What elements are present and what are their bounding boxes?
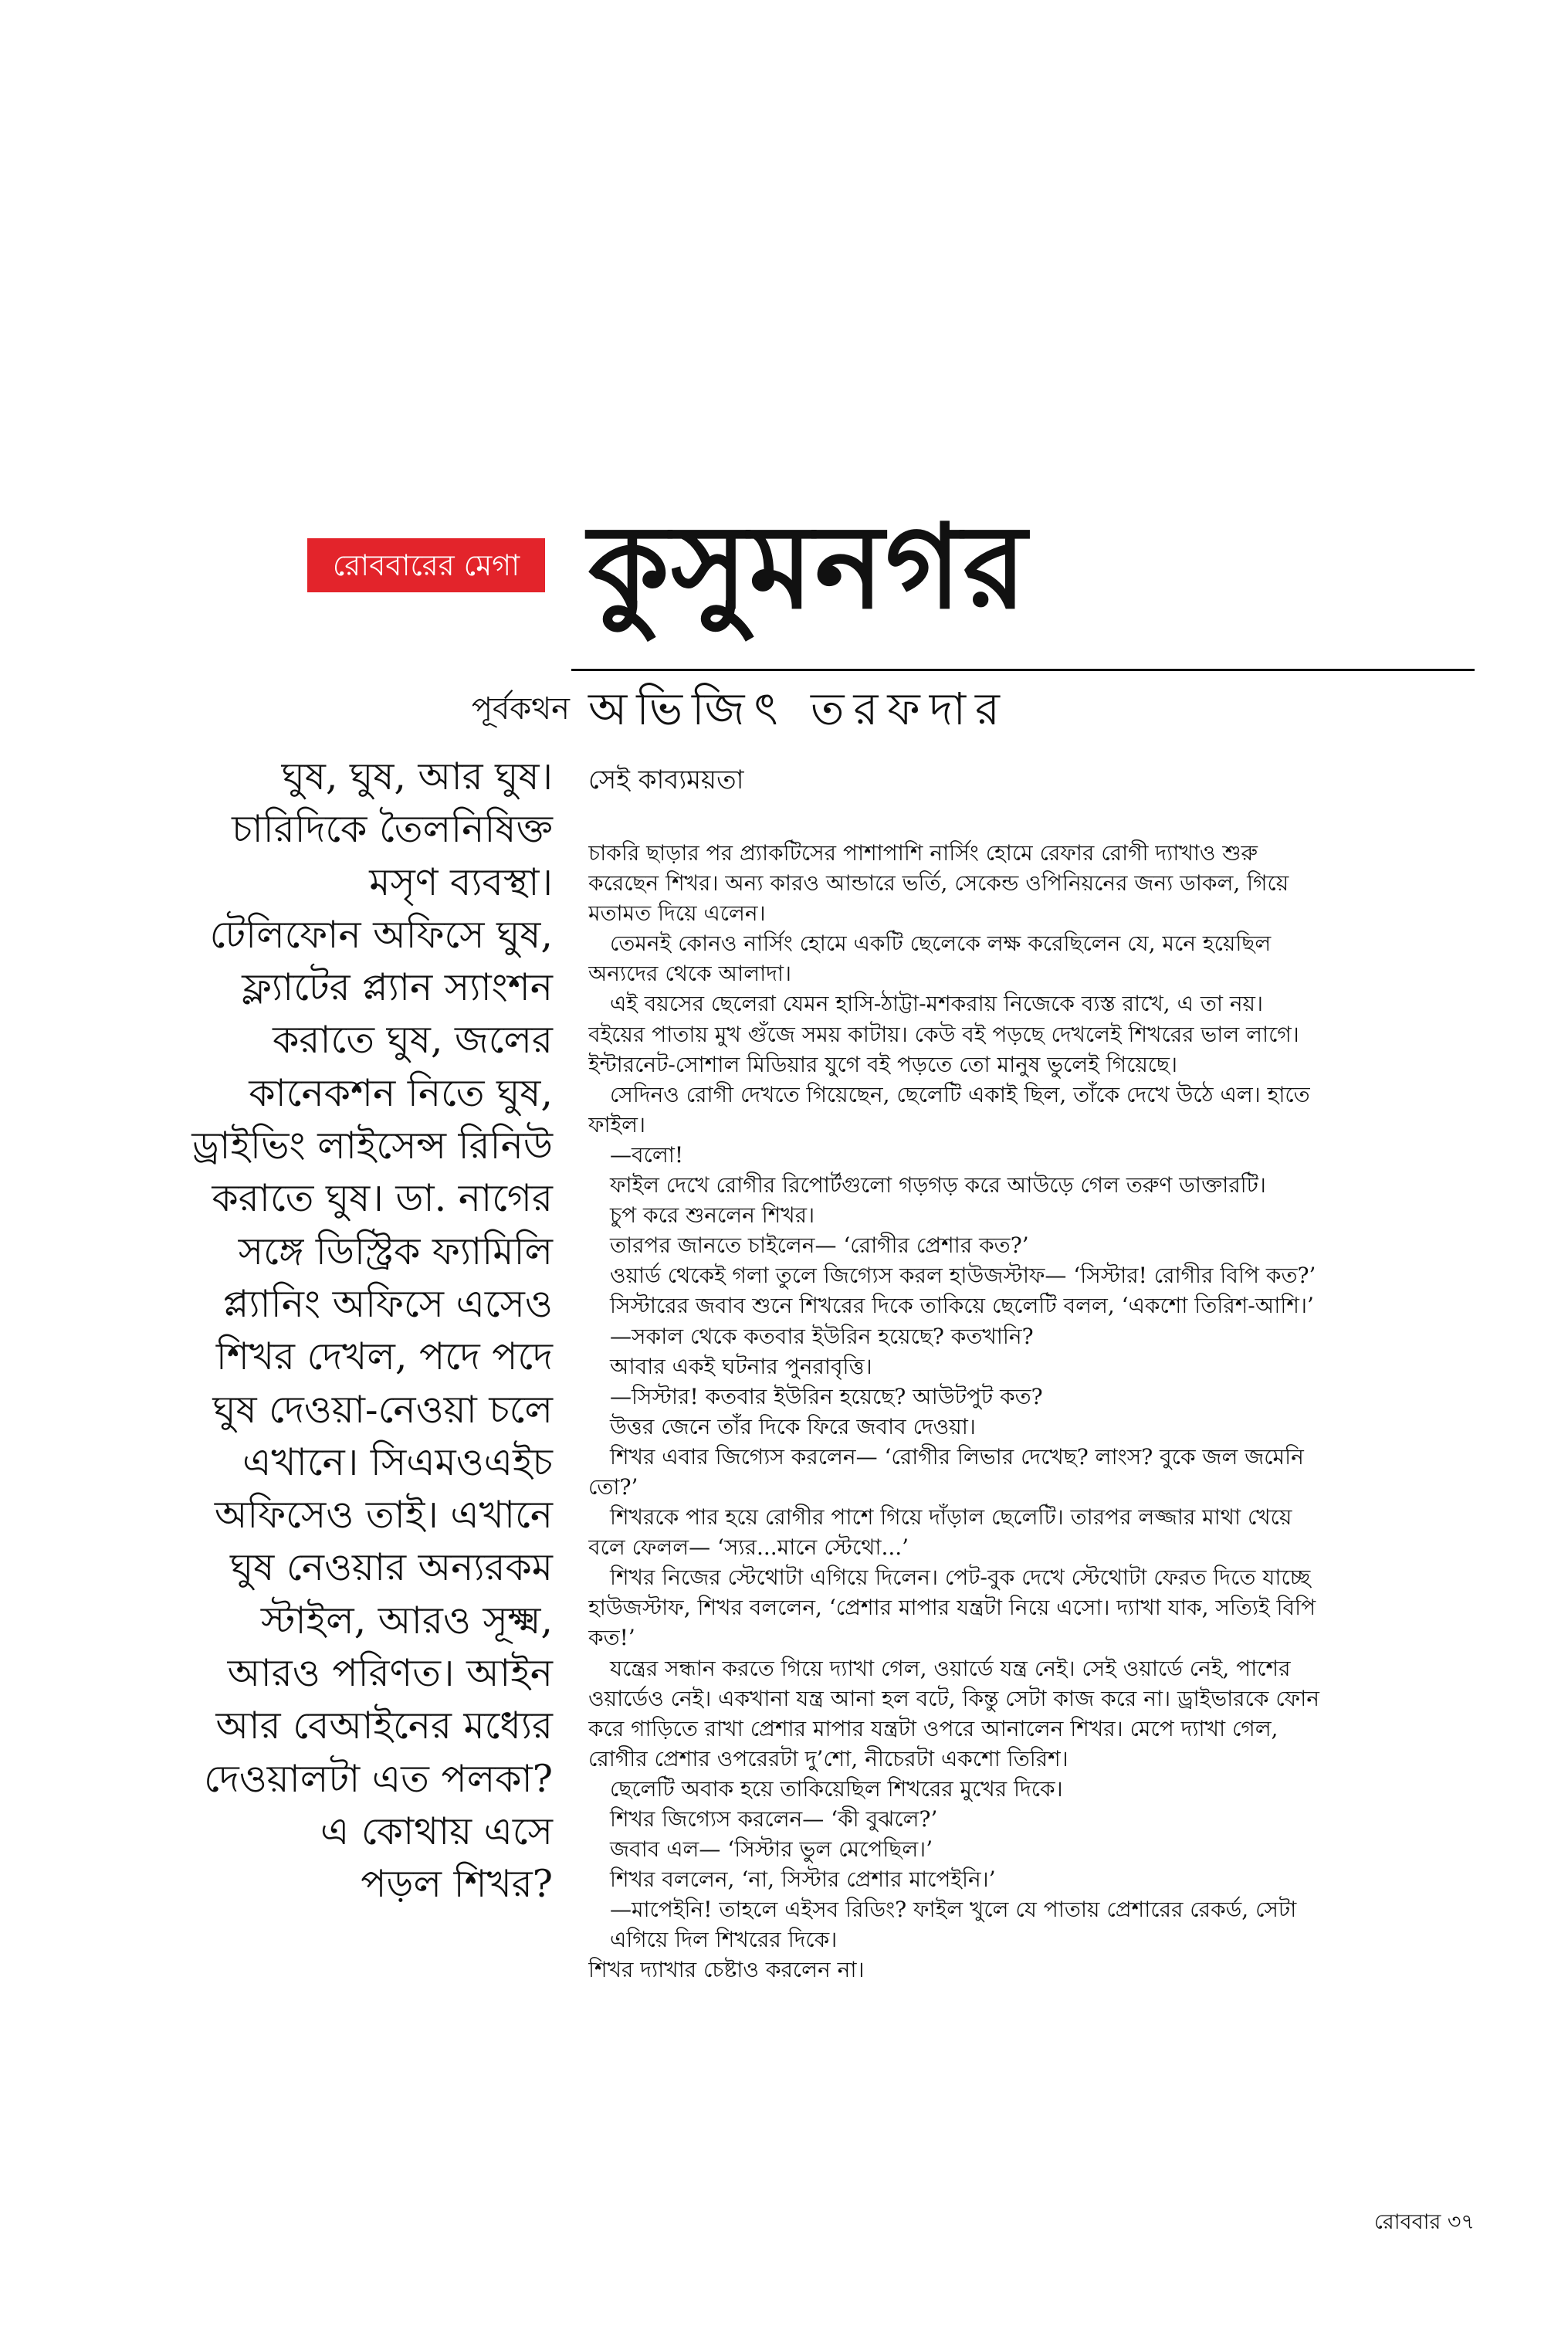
body-line: চুপ করে শুনলেন শিখর। xyxy=(610,1202,815,1229)
pull-quote-line: পড়ল শিখর? xyxy=(361,1862,553,1907)
page-footer: রোববার ৩৭ xyxy=(1373,2210,1475,2234)
pull-quote xyxy=(116,751,553,2009)
pull-quote-line: ঘুষ, ঘুষ, আর ঘুষ। xyxy=(281,754,553,799)
pull-quote-line: আর বেআইনের মধ্যের xyxy=(215,1704,553,1748)
section-tag: রোববারের মেগা xyxy=(307,538,545,592)
pull-quote-line: ঘুষ নেওয়ার অন্যরকম xyxy=(230,1545,553,1590)
body-line: আবার একই ঘটনার পুনরাবৃত্তি। xyxy=(610,1353,872,1379)
body-line: শিখর দ্যাখার চেষ্টাও করলেন না। xyxy=(588,1957,865,1983)
body-line: ওয়ার্ড থেকেই গলা তুলে জিগ্যেস করল হাউজস্টাফ— ‘সিস্টার! রোগীর বিপি কত?’ xyxy=(610,1263,1316,1289)
body-line: কত!’ xyxy=(588,1625,635,1651)
body-line: —সকাল থেকে কতবার ইউরিন হয়েছে? কতখানি? xyxy=(610,1323,1034,1349)
story-title: কুসুমনগর xyxy=(588,500,1028,635)
body-line: সেদিনও রোগী দেখতে গিয়েছেন, ছেলেটি একাই ছিল, তাঁকে দেখে উঠে এল। হাতে xyxy=(610,1081,1310,1107)
pull-quote-line: শিখর দেখল, পদে পদে xyxy=(215,1334,553,1379)
body-line: এগিয়ে দিল শিখরের দিকে। xyxy=(610,1927,838,1953)
body-line: উত্তর জেনে তাঁর দিকে ফিরে জবাব দেওয়া। xyxy=(610,1413,976,1439)
pull-quote-line: অফিসেও তাই। এখানে xyxy=(214,1493,553,1538)
body-line: হাউজস্টাফ, শিখর বললেন, ‘প্রেশার মাপার যন্ত্রটা নিয়ে এসো। দ্যাখা যাক, সত্যিই বিপি xyxy=(588,1595,1316,1621)
body-line: তেমনই কোনও নার্সিং হোমে একটি ছেলেকে লক্ষ করেছিলেন যে, মনে হয়েছিল xyxy=(610,931,1272,957)
pull-quote-line: আরও পরিণত। আইন xyxy=(227,1651,553,1696)
pull-quote-line: দেওয়ালটা এত পলকা? xyxy=(204,1756,553,1801)
body-line: ফাইল দেখে রোগীর রিপোর্টগুলো গড়গড় করে আউড়ে গেল তরুণ ডাক্তারটি। xyxy=(610,1172,1266,1199)
body-line: শিখর নিজের স্টেথোটা এগিয়ে দিলেন। পেট-বুক দেখে স্টেথোটা ফেরত দিতে যাচ্ছে xyxy=(610,1565,1311,1591)
pull-quote-line: চারিদিকে তৈলনিষিক্ত xyxy=(232,807,553,852)
body-line: ইন্টারনেট-সোশাল মিডিয়ার যুগে বই পড়তে তো মানুষ ভুলেই গিয়েছে। xyxy=(588,1051,1178,1077)
body-line: অন্যদের থেকে আলাদা। xyxy=(588,961,792,987)
pull-quote-line: কানেকশন নিতে ঘুষ, xyxy=(249,1070,553,1115)
pull-quote-line: ফ্ল্যাটের প্ল্যান স্যাংশন xyxy=(242,965,553,1010)
body-line: শিখর বললেন, ‘না, সিস্টার প্রেশার মাপেইনি।’ xyxy=(610,1867,996,1893)
section-label: পূর্বকথন xyxy=(471,691,570,727)
body-line: মতামত দিয়ে এলেন। xyxy=(588,900,766,927)
pull-quote-line: মসৃণ ব্যবস্থা। xyxy=(369,860,553,904)
pull-quote-line: করাতে ঘুষ। ডা. নাগের xyxy=(212,1176,553,1221)
pull-quote-line: এখানে। সিএমওএইচ xyxy=(242,1439,553,1484)
body-line: —বলো! xyxy=(610,1141,684,1168)
body-line: ছেলেটি অবাক হয়ে তাকিয়েছিল শিখরের মুখের দিকে। xyxy=(610,1775,1063,1802)
body-line: শিখরকে পার হয়ে রোগীর পাশে গিয়ে দাঁড়াল ছেলেটি। তারপর লজ্জার মাথা খেয়ে xyxy=(610,1504,1292,1531)
pull-quote-line: প্ল্যানিং অফিসে এসেও xyxy=(222,1281,553,1326)
body-line: করেছেন শিখর। অন্য কারও আন্ডারে ভর্তি, সেকেন্ড ওপিনিয়নের জন্য ডাকল, গিয়ে xyxy=(588,870,1289,897)
body-line: এই বয়সের ছেলেরা যেমন হাসি-ঠাট্টা-মশকরায় নিজেকে ব্যস্ত রাখে, এ তা নয়। xyxy=(610,991,1264,1017)
body-line: জবাব এল— ‘সিস্টার ভুল মেপেছিল।’ xyxy=(610,1836,933,1863)
pull-quote-line: টেলিফোন অফিসে ঘুষ, xyxy=(209,912,553,957)
subheading: সেই কাব্যময়তা xyxy=(588,765,744,795)
title-divider xyxy=(571,669,1475,671)
body-line: রোগীর প্রেশার ওপরেরটা দু’শো, নীচেরটা একশো তিরিশ। xyxy=(588,1745,1068,1772)
body-line: তারপর জানতে চাইলেন— ‘রোগীর প্রেশার কত?’ xyxy=(610,1233,1029,1259)
pull-quote-line: ড্রাইভিং লাইসেন্স রিনিউ xyxy=(191,1124,553,1168)
body-line: যন্ত্রের সন্ধান করতে গিয়ে দ্যাখা গেল, ওয়ার্ডে যন্ত্র নেই। সেই ওয়ার্ডে নেই, পাশের xyxy=(610,1655,1291,1681)
body-line: তো?’ xyxy=(588,1473,638,1500)
pull-quote-line: এ কোথায় এসে xyxy=(320,1809,553,1853)
body-line: ফাইল। xyxy=(588,1111,646,1138)
body-line: শিখর জিগ্যেস করলেন— ‘কী বুঝলে?’ xyxy=(610,1806,938,1832)
body-line: শিখর এবার জিগ্যেস করলেন— ‘রোগীর লিভার দেখেছ? লাংস? বুকে জল জমেনি xyxy=(610,1443,1304,1470)
body-line: —সিস্টার! কতবার ইউরিন হয়েছে? আউটপুট কত? xyxy=(610,1383,1043,1409)
article-body xyxy=(588,838,1476,2197)
author-name: অভিজিৎ তরফদার xyxy=(588,683,1009,735)
body-line: সিস্টারের জবাব শুনে শিখরের দিকে তাকিয়ে ছেলেটি বলল, ‘একশো তিরিশ-আশি।’ xyxy=(610,1293,1314,1319)
body-line: ওয়ার্ডেও নেই। একখানা যন্ত্র আনা হল বটে, কিন্তু সেটা কাজ করে না। ড্রাইভারকে ফোন xyxy=(588,1685,1319,1711)
body-line: —মাপেইনি! তাহলে এইসব রিডিং? ফাইল খুলে যে পাতায় প্রেশারের রেকর্ড, সেটা xyxy=(610,1897,1297,1923)
body-line: বলে ফেলল— ‘স্যর...মানে স্টেথো...’ xyxy=(588,1534,909,1561)
pull-quote-line: ঘুষ দেওয়া-নেওয়া চলে xyxy=(212,1387,553,1432)
pull-quote-line: করাতে ঘুষ, জলের xyxy=(273,1018,553,1063)
pull-quote-line: সঙ্গে ডিস্ট্রিক ফ্যামিলি xyxy=(238,1229,553,1273)
body-line: চাকরি ছাড়ার পর প্র্যাকটিসের পাশাপাশি নার্সিং হোমে রেফার রোগী দ্যাখাও শুরু xyxy=(588,840,1258,866)
body-line: করে গাড়িতে রাখা প্রেশার মাপার যন্ত্রটা ওপরে আনালেন শিখর। মেপে দ্যাখা গেল, xyxy=(588,1715,1278,1741)
pull-quote-line: স্টাইল, আরও সূক্ষ্ম, xyxy=(260,1598,553,1643)
body-line: বইয়ের পাতায় মুখ গুঁজে সময় কাটায়। কেউ বই পড়ছে দেখলেই শিখরের ভাল লাগে। xyxy=(588,1021,1299,1047)
